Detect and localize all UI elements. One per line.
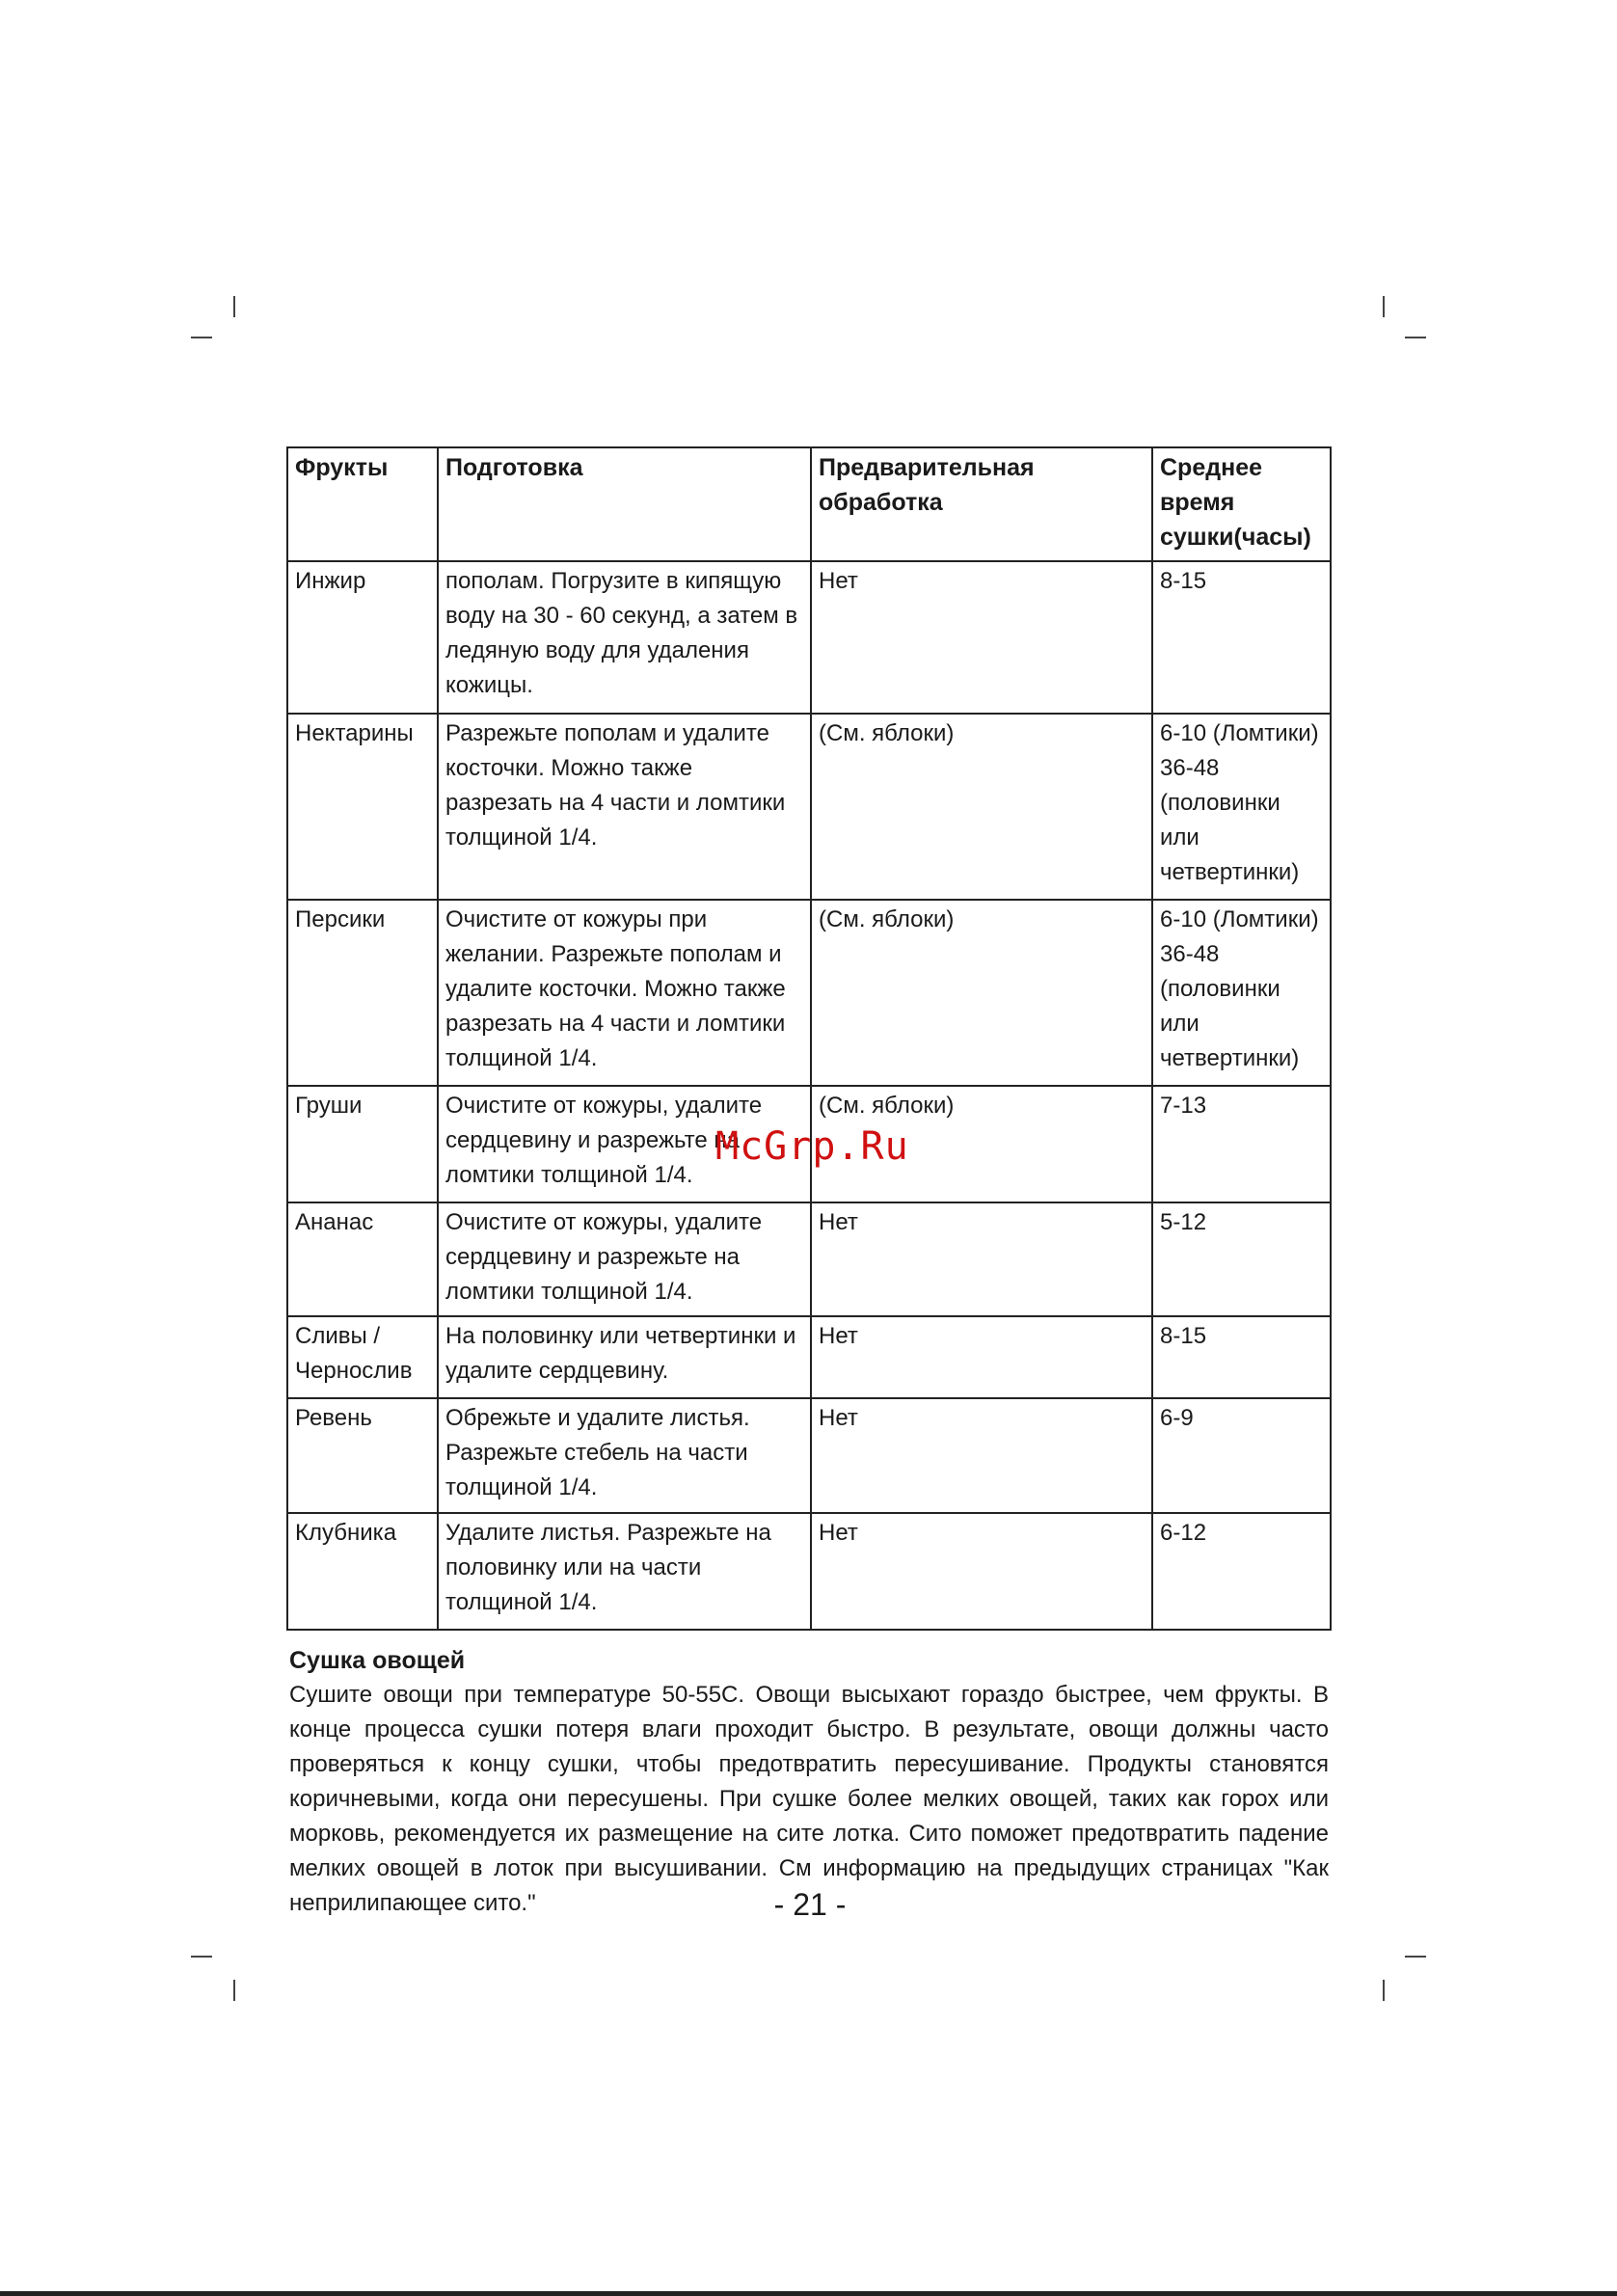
cell-pretreat: Нет bbox=[811, 561, 1152, 714]
crop-mark-bottom-right-h bbox=[1405, 1956, 1426, 1958]
cell-time: 6-10 (Ломтики) 36-48 (половинки или четвертинки) bbox=[1152, 714, 1331, 900]
header-pretreat: Предварительная обработка bbox=[811, 447, 1152, 561]
cell-pretreat: Нет bbox=[811, 1513, 1152, 1630]
header-time: Среднее время сушки(часы) bbox=[1152, 447, 1331, 561]
table-row bbox=[287, 714, 1331, 900]
cell-pretreat: (См. яблоки) bbox=[811, 1086, 1152, 1202]
crop-mark-bottom-right bbox=[1383, 1980, 1385, 2001]
table-row bbox=[287, 1513, 1331, 1630]
cell-fruit: Сливы / Чернослив bbox=[287, 1316, 438, 1398]
crop-mark-bottom-left-h bbox=[191, 1956, 212, 1958]
cell-fruit: Нектарины bbox=[287, 714, 438, 900]
crop-mark-top-left-h bbox=[191, 337, 212, 338]
cell-pretreat: Нет bbox=[811, 1398, 1152, 1513]
cell-pretreat: (См. яблоки) bbox=[811, 900, 1152, 1086]
vegetable-drying-section bbox=[289, 1643, 1329, 1921]
crop-mark-bottom-left bbox=[233, 1980, 235, 2001]
cell-pretreat: (См. яблоки) bbox=[811, 714, 1152, 900]
cell-prep: Очистите от кожуры при желании. Разрежьте пополам и удалите косточки. Можно также разрезать на 4 части и ломтики толщиной 1/4. bbox=[438, 900, 811, 1086]
table-row bbox=[287, 900, 1331, 1086]
cell-prep: Очистите от кожуры, удалите сердцевину и разрежьте на ломтики толщиной 1/4. bbox=[438, 1086, 811, 1202]
cell-time: 6-10 (Ломтики) 36-48 (половинки или четвертинки) bbox=[1152, 900, 1331, 1086]
cell-prep: Очистите от кожуры, удалите сердцевину и разрежьте на ломтики толщиной 1/4. bbox=[438, 1202, 811, 1316]
page-number: - 21 - bbox=[773, 1887, 847, 1922]
cell-time: 5-12 bbox=[1152, 1202, 1331, 1316]
crop-mark-top-right-h bbox=[1405, 337, 1426, 338]
table-row bbox=[287, 1202, 1331, 1316]
table-row bbox=[287, 1316, 1331, 1398]
cell-pretreat: Нет bbox=[811, 1202, 1152, 1316]
cell-fruit: Груши bbox=[287, 1086, 438, 1202]
section-title: Сушка овощей bbox=[289, 1647, 466, 1674]
header-fruit: Фрукты bbox=[287, 447, 438, 561]
cell-time: 6-9 bbox=[1152, 1398, 1331, 1513]
cell-fruit: Инжир bbox=[287, 561, 438, 714]
cell-prep: пополам. Погрузите в кипящую воду на 30 - 60 секунд, а затем в ледяную воду для удаления кожицы. bbox=[438, 561, 811, 714]
watermark-text: McGrp.Ru bbox=[715, 1124, 909, 1169]
cell-fruit: Персики bbox=[287, 900, 438, 1086]
cell-fruit: Ревень bbox=[287, 1398, 438, 1513]
fruit-drying-table bbox=[286, 446, 1332, 1631]
table-row bbox=[287, 561, 1331, 714]
cell-fruit: Клубника bbox=[287, 1513, 438, 1630]
cell-time: 8-15 bbox=[1152, 1316, 1331, 1398]
cell-prep: Разрежьте пополам и удалите косточки. Можно также разрезать на 4 части и ломтики толщиной 1/4. bbox=[438, 714, 811, 900]
cell-prep: Обрежьте и удалите листья. Разрежьте стебель на части толщиной 1/4. bbox=[438, 1398, 811, 1513]
cell-time: 7-13 bbox=[1152, 1086, 1331, 1202]
cell-pretreat: Нет bbox=[811, 1316, 1152, 1398]
bottom-edge-rule bbox=[0, 2291, 1617, 2296]
table-header-row bbox=[287, 447, 1331, 561]
crop-mark-top-right bbox=[1383, 296, 1385, 317]
header-prep: Подготовка bbox=[438, 447, 811, 561]
cell-time: 8-15 bbox=[1152, 561, 1331, 714]
crop-mark-top-left bbox=[233, 296, 235, 317]
section-body: Сушите овощи при температуре 50-55С. Овощи высыхают гораздо быстрее, чем фрукты. В конце процесса сушки потеря влаги проходит быстро. В результате, овощи должны часто проверяться к концу сушки, чтобы предотвратить пересушивание. Продукты становятся коричневыми, когда они пересушены. При сушке более мелких овощей, таких как горох или морковь, рекомендуется их размещение на сите лотка. Сито поможет предотвратить падение мелких овощей в лоток при высушивании. См информацию на предыдущих страницах "Как неприлипающее сито." bbox=[289, 1682, 1329, 1916]
table-row bbox=[287, 1398, 1331, 1513]
cell-prep: На половинку или четвертинки и удалите сердцевину. bbox=[438, 1316, 811, 1398]
cell-time: 6-12 bbox=[1152, 1513, 1331, 1630]
cell-prep: Удалите листья. Разрежьте на половинку или на части толщиной 1/4. bbox=[438, 1513, 811, 1630]
cell-fruit: Ананас bbox=[287, 1202, 438, 1316]
